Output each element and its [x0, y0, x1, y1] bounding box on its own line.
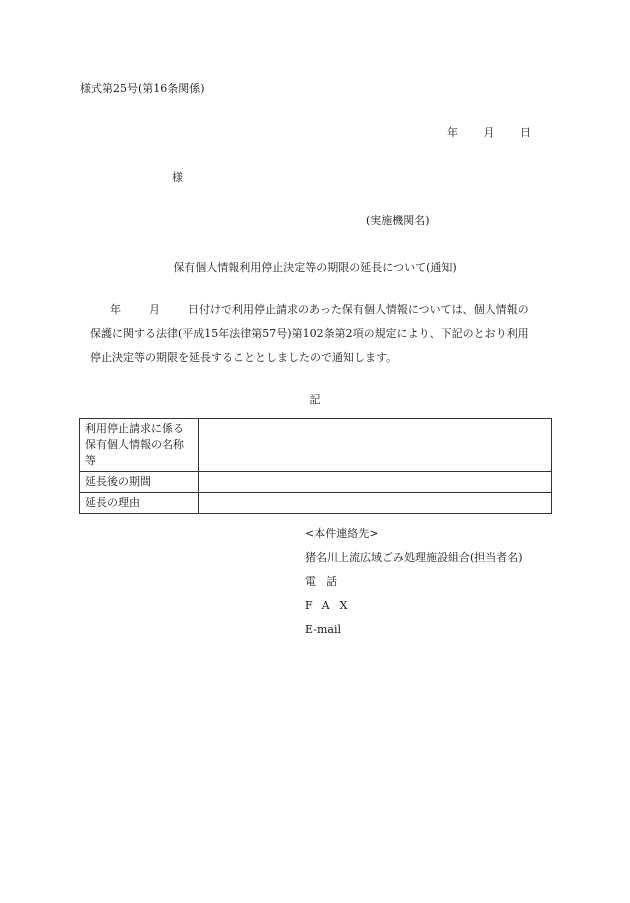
agency-name-label: (実施機関名)	[366, 214, 430, 227]
body-line-2: 保護に関する法律(平成15年法律第57号)第102条第2項の規定により、下記のとおり利用	[90, 327, 529, 340]
table-row	[80, 472, 552, 493]
contact-fax-label: FAX	[305, 599, 358, 612]
date-day-label: 日	[520, 126, 531, 139]
body-line-1	[90, 298, 552, 322]
contact-tel-label: 電話	[305, 575, 347, 588]
row-label-item-name: 利用停止請求に係る保有個人情報の名称等	[80, 419, 199, 472]
body-line-3: 停止決定等の期限を延長することとしましたので通知します。	[90, 351, 398, 364]
contact-organization: 猪名川上流広域ごみ処理施設組合(担当者名)	[305, 551, 523, 564]
document-title: 保有個人情報利用停止決定等の期限の延長について(通知)	[173, 261, 457, 274]
date-month-label: 月	[483, 126, 495, 139]
body-year-label: 年	[110, 303, 121, 316]
ki-heading: 記	[309, 393, 321, 406]
row-value-extension-reason	[199, 493, 552, 514]
contact-block	[305, 522, 523, 642]
row-label-extended-period: 延長後の期間	[80, 472, 199, 493]
form-number: 様式第25号(第16条関係)	[80, 82, 205, 95]
table-row	[80, 419, 552, 472]
row-value-extended-period	[199, 472, 552, 493]
addressee-suffix: 様	[172, 171, 183, 184]
notice-body	[90, 298, 552, 370]
date-line	[447, 124, 531, 140]
date-year-label: 年	[447, 126, 458, 139]
contact-header: <本件連絡先>	[305, 527, 379, 540]
body-line-1-text: 日付けで利用停止請求のあった保有個人情報については、個人情報の	[188, 303, 529, 316]
row-label-extension-reason: 延長の理由	[80, 493, 199, 514]
contact-email-label: E-mail	[305, 623, 341, 636]
row-value-item-name	[199, 419, 552, 472]
detail-table	[79, 418, 552, 514]
table-row	[80, 493, 552, 514]
body-month-label: 月	[149, 303, 160, 316]
